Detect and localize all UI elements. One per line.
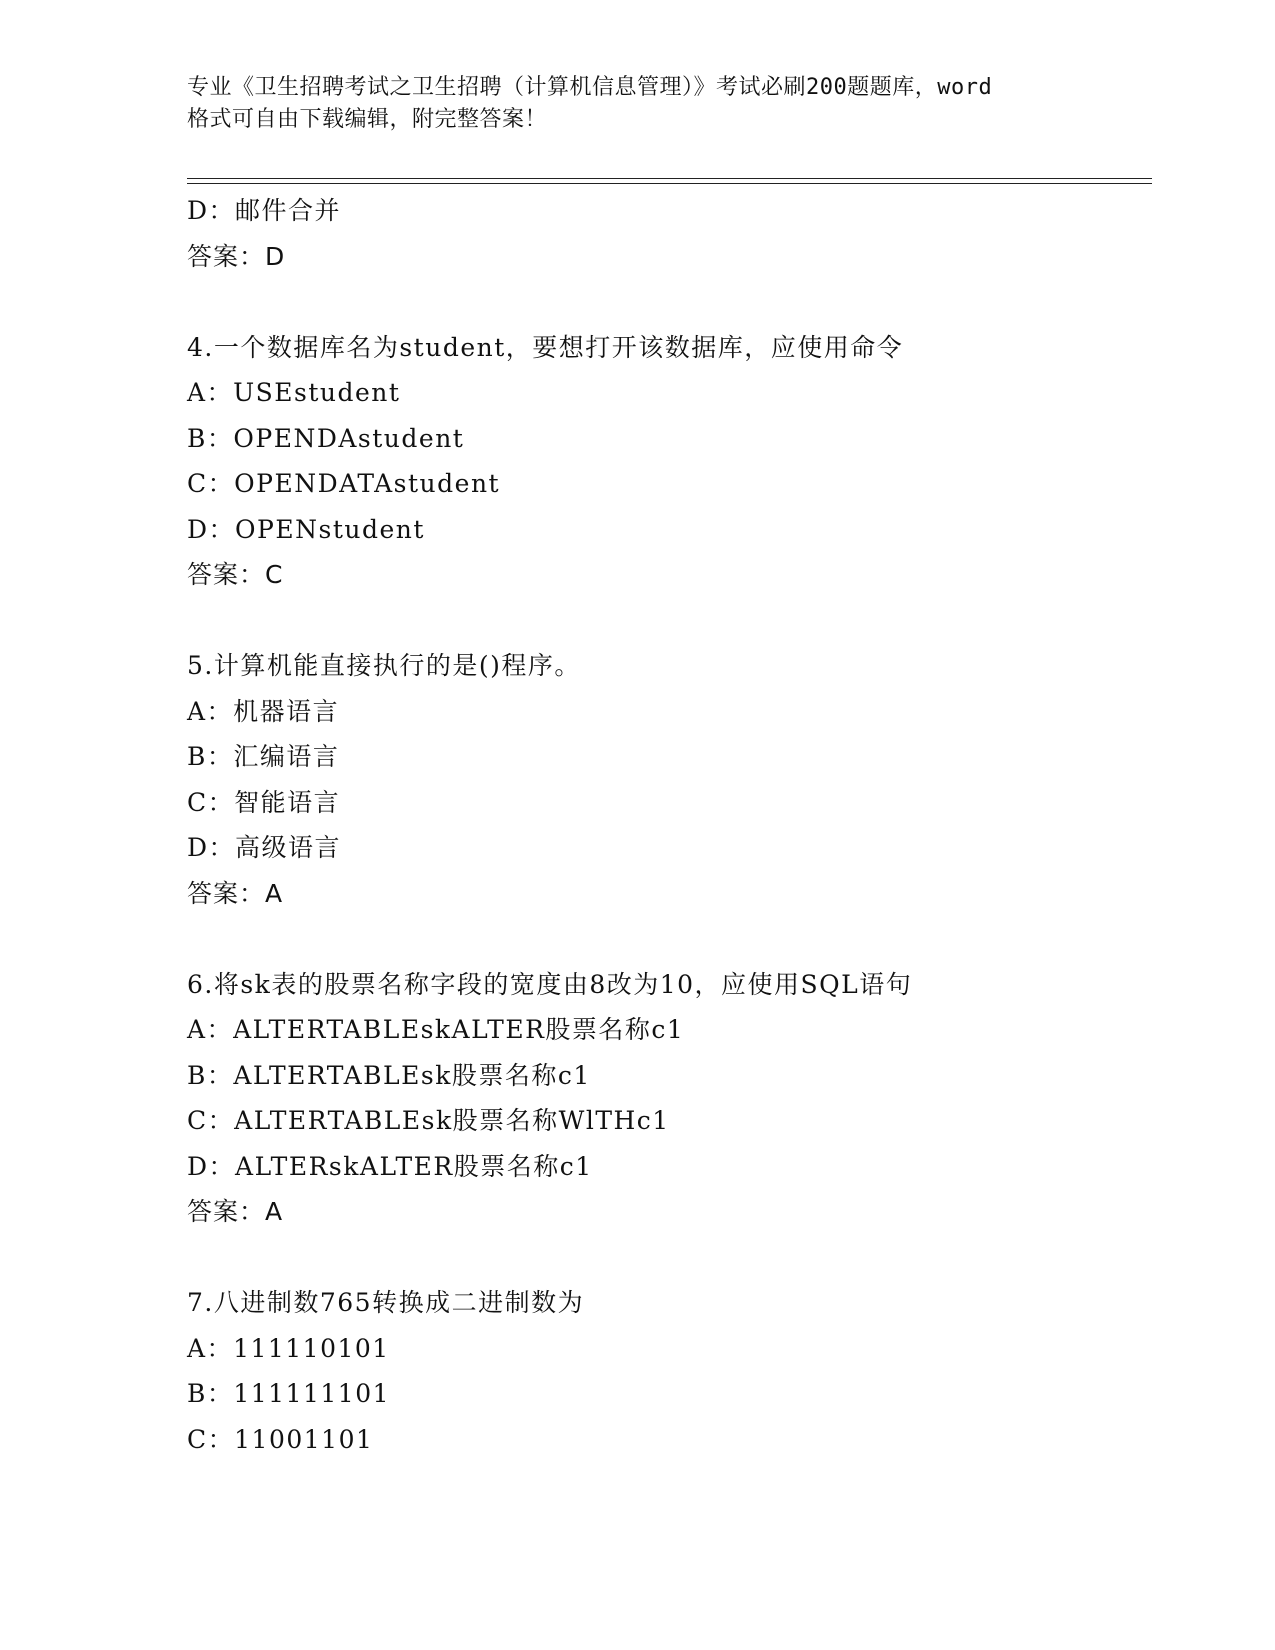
question-5 <box>187 643 1147 916</box>
option-label: A： <box>187 1015 234 1044</box>
answer-line: 答案：C <box>187 560 284 589</box>
header-line-2: 格式可自由下载编辑，附完整答案！ <box>187 107 548 132</box>
header-line-1: 专业《卫生招聘考试之卫生招聘（计算机信息管理）》考试必刷200题题库，word <box>187 75 993 100</box>
header-divider-bottom <box>187 183 1152 184</box>
option-text: 邮件合并 <box>235 196 342 225</box>
option-a <box>187 1007 1147 1053</box>
option-text: 智能语言 <box>234 787 341 817</box>
option-text: USEstudent <box>233 378 401 407</box>
answer-line: 答案：A <box>187 878 284 908</box>
option-label: C： <box>187 469 235 498</box>
option-label: D： <box>187 1151 236 1181</box>
option-text: ALTERTABLEsk股票名称c1 <box>233 1060 591 1090</box>
question-stem: 7.八进制数765转换成二进制数为 <box>187 1288 585 1317</box>
option-label: B： <box>187 1379 234 1408</box>
option-label: C： <box>187 1424 235 1454</box>
option-b <box>187 1053 1147 1099</box>
option-label: B： <box>187 742 234 771</box>
option-label: A： <box>187 696 234 726</box>
option-text: 机器语言 <box>233 696 340 726</box>
header-divider-top <box>187 178 1152 179</box>
option-text: OPENstudent <box>235 514 425 544</box>
option-label: B： <box>187 423 234 453</box>
question-6 <box>187 962 1147 1235</box>
option-d <box>187 1144 1147 1190</box>
option-c <box>187 1098 1147 1144</box>
option-label: D： <box>187 514 236 544</box>
option-label: D： <box>187 833 236 862</box>
answer-line: 答案：A <box>187 1197 284 1226</box>
option-label: A： <box>187 1333 234 1363</box>
option-text: ALTERskALTER股票名称c1 <box>235 1151 593 1181</box>
option-label: A： <box>187 378 234 407</box>
option-c <box>187 1417 1147 1463</box>
option-a <box>187 689 1147 735</box>
option-text: ALTERTABLEskALTER股票名称c1 <box>233 1015 685 1044</box>
option-label: B： <box>187 1060 234 1090</box>
option-a <box>187 370 1147 416</box>
question-4 <box>187 325 1147 598</box>
option-text: 111111101 <box>233 1379 391 1408</box>
option-d <box>187 825 1147 871</box>
option-text: ALTERTABLEsk股票名称WlTHc1 <box>234 1106 670 1135</box>
option-label: D： <box>187 196 236 225</box>
option-d <box>187 507 1147 553</box>
question-stem: 5.计算机能直接执行的是()程序。 <box>187 651 581 680</box>
document-header <box>187 72 1087 136</box>
option-b <box>187 1371 1147 1417</box>
option-text: OPENDAstudent <box>233 423 465 453</box>
option-label: C： <box>187 787 235 817</box>
option-text: 高级语言 <box>235 833 342 862</box>
option-a <box>187 1326 1147 1372</box>
option-c <box>187 780 1147 826</box>
question-list <box>187 188 1147 1462</box>
option-d <box>187 188 1147 234</box>
option-text: OPENDATAstudent <box>234 469 501 498</box>
question-7 <box>187 1280 1147 1462</box>
option-text: 11001101 <box>234 1424 374 1454</box>
option-text: 111110101 <box>233 1333 390 1363</box>
option-b <box>187 416 1147 462</box>
option-label: C： <box>187 1106 235 1135</box>
option-text: 汇编语言 <box>233 742 340 771</box>
option-c <box>187 461 1147 507</box>
question-stem: 6.将sk表的股票名称字段的宽度由8改为10，应使用SQL语句 <box>187 969 913 999</box>
option-b <box>187 734 1147 780</box>
answer-line: 答案：D <box>187 241 286 271</box>
question-stem: 4.一个数据库名为student，要想打开该数据库，应使用命令 <box>187 332 904 362</box>
